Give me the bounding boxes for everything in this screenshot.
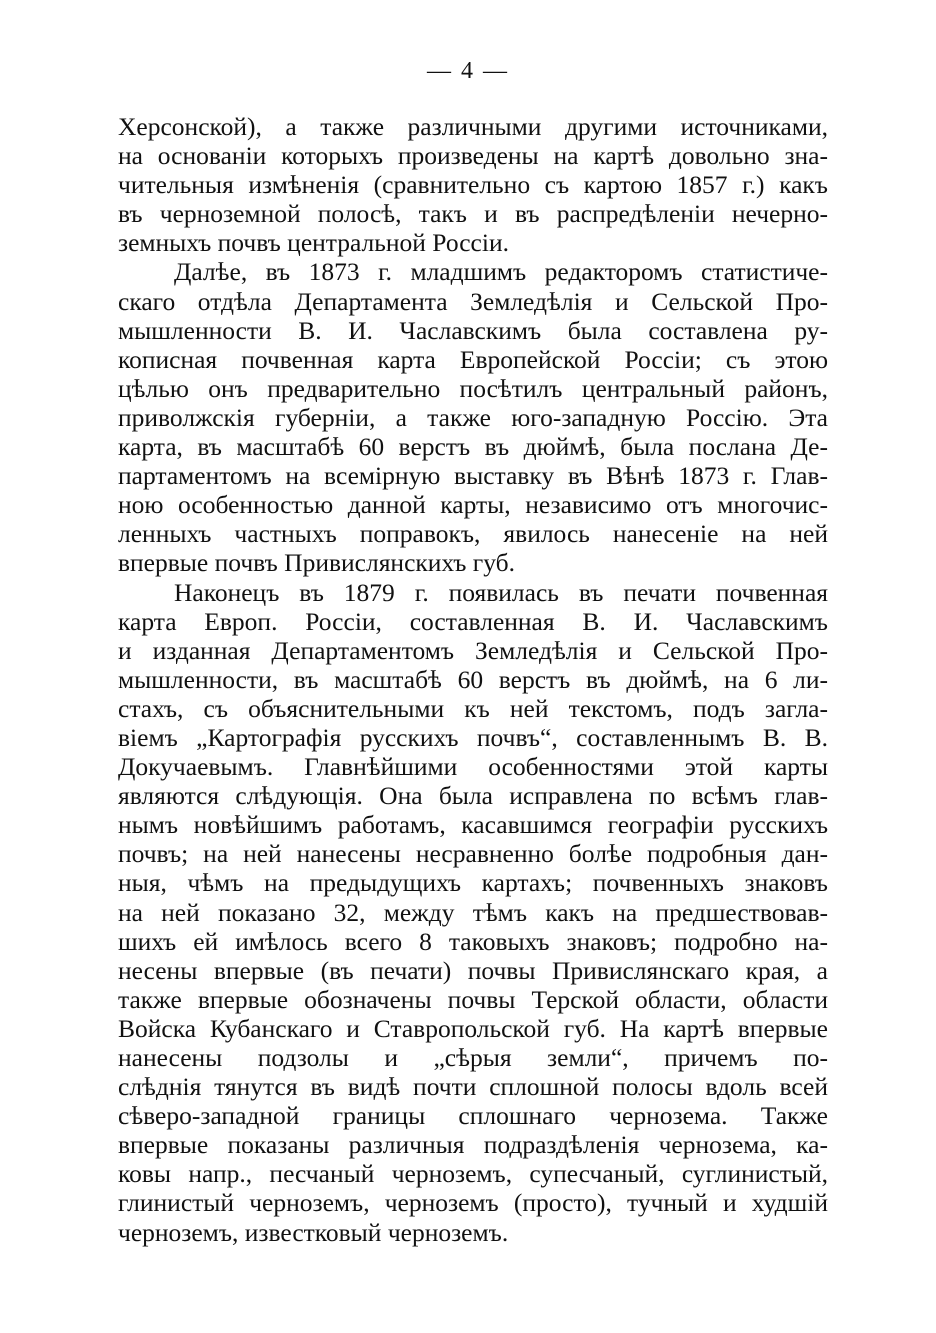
text-line: Далѣе, въ 1873 г. младшимъ редакторомъ статистиче-: [174, 257, 828, 287]
text-line: нымъ новѣйшимъ работамъ, касавшимся географіи русскихъ: [118, 810, 828, 840]
text-line: на ней показано 32, между тѣмъ какъ на предшествовав-: [118, 897, 828, 927]
text-line: чительныя измѣненія (сравнительно съ картою 1857 г.) какъ: [118, 170, 828, 200]
page-number: — 4 —: [427, 58, 509, 84]
text-line: впервые почвъ Привислянскихъ губ.: [118, 548, 515, 578]
text-line: черноземъ, известковый черноземъ.: [118, 1217, 509, 1247]
text-line: ленныхъ частныхъ поправокъ, явилось нанесеніе на ней: [118, 519, 828, 549]
text-line: нанесены подзолы и „сѣрыя земли“, причемъ по-: [118, 1043, 828, 1072]
text-line: шихъ ей имѣлось всего 8 таковыхъ знаковъ; подробно на-: [118, 926, 828, 956]
paragraph-1: [118, 112, 828, 257]
text-line: слѣднія тянутся въ видѣ почти сплошной полосы вдоль всей: [118, 1072, 828, 1102]
text-line: мышленности В. И. Чаславскимъ была составлена ру-: [118, 315, 828, 345]
text-line: кописная почвенная карта Европейской Россіи; съ этою: [118, 344, 828, 374]
text-line: стахъ, съ объяснительными къ ней текстомъ, подъ загла-: [118, 693, 828, 723]
text-line: Войска Кубанскаго и Ставропольской губ. На картѣ впервые: [118, 1013, 828, 1043]
text-line: почвъ; на ней нанесены несравненно болѣе подробныя дан-: [118, 839, 828, 869]
text-line: сѣверо-западной границы сплошнаго чернозема. Также: [118, 1101, 828, 1131]
text-line: глинистый черноземъ, черноземъ (просто), тучный и худшій: [118, 1188, 828, 1218]
text-line: на основаніи которыхъ произведены на картѣ довольно зна-: [118, 141, 828, 171]
text-line: также впервые обозначены почвы Терской области, области: [118, 984, 828, 1014]
text-line: ныя, чѣмъ на предыдущихъ картахъ; почвенныхъ знаковъ: [118, 868, 828, 898]
text-line: несены впервые (въ печати) почвы Привислянскаго края, а: [118, 955, 828, 985]
text-line: ною особенностью данной карты, независимо отъ многочис-: [118, 490, 828, 520]
text-line: въ черноземной полосѣ, такъ и въ распредѣленіи нечерно-: [118, 199, 828, 229]
text-line: впервые показаны различныя подраздѣленія чернозема, ка-: [118, 1130, 828, 1160]
text-line: приволжскія губерніи, а также юго-западную Россію. Эта: [118, 402, 828, 432]
text-line: Херсонской), а также различными другими источниками,: [118, 112, 828, 141]
body-text: [118, 112, 828, 1247]
text-line: цѣлью онъ предварительно посѣтилъ центральный районъ,: [118, 373, 828, 403]
text-line: мышленности, въ масштабѣ 60 верстъ въ дюймѣ, на 6 ли-: [118, 664, 828, 694]
paragraph-2: [118, 257, 828, 577]
text-line: скаго отдѣла Департамента Земледѣлія и Сельской Про-: [118, 286, 828, 316]
paragraph-3: [118, 578, 828, 1247]
text-line: партаментомъ на всемірную выставку въ Вѣнѣ 1873 г. Глав-: [118, 461, 828, 491]
text-line: являются слѣдующія. Она была исправлена по всѣмъ глав-: [118, 781, 828, 811]
text-line: карта, въ масштабѣ 60 верстъ въ дюймѣ, была послана Де-: [118, 432, 828, 462]
text-line: Докучаевымъ. Главнѣйшими особенностями этой карты: [118, 752, 828, 782]
text-line: Наконецъ въ 1879 г. появилась въ печати почвенная: [174, 577, 828, 607]
text-line: карта Европ. Россіи, составленная В. И. Чаславскимъ: [118, 606, 828, 636]
text-line: ковы напр., песчаный черноземъ, супесчаный, суглинистый,: [118, 1159, 828, 1189]
text-line: віемъ „Картографія русскихъ почвъ“, составленнымъ В. В.: [118, 722, 828, 752]
text-line: земныхъ почвъ центральной Россіи.: [118, 228, 509, 258]
text-line: и изданная Департаментомъ Земледѣлія и Сельской Про-: [118, 635, 828, 665]
